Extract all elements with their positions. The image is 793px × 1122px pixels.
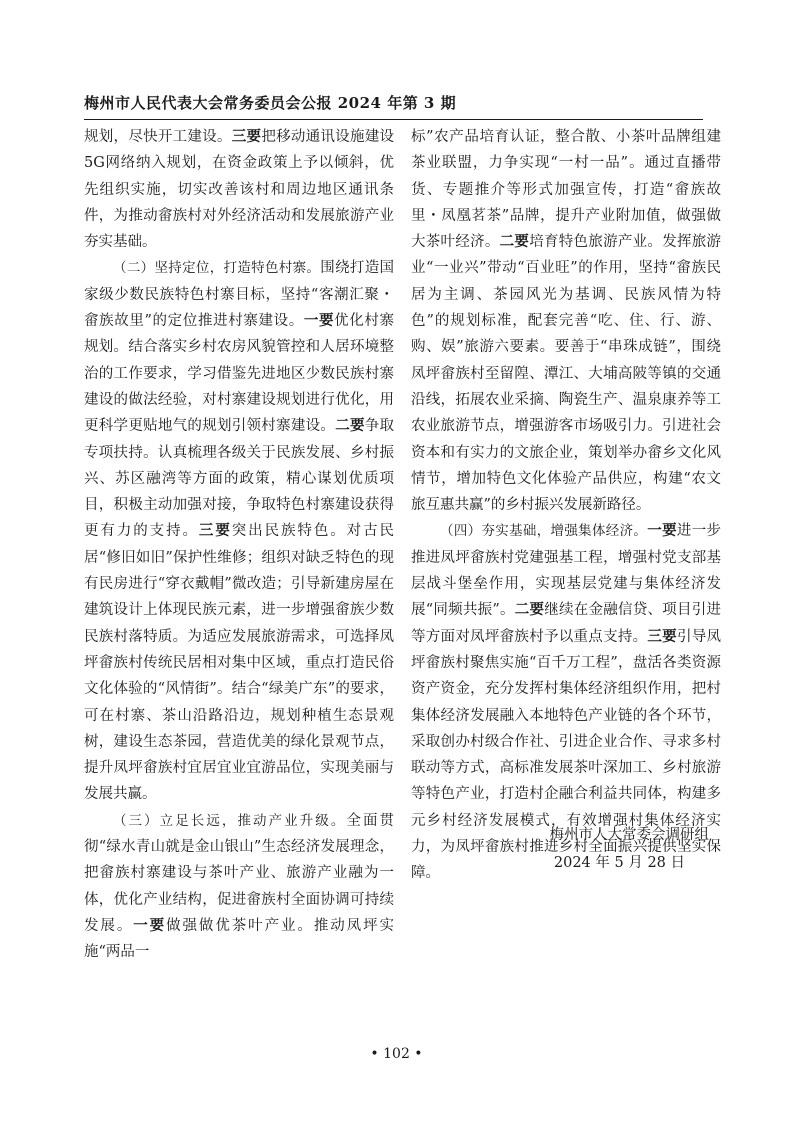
paragraph — [84, 124, 394, 255]
page-header — [84, 92, 703, 120]
bold-run: 二要 — [499, 233, 530, 251]
header-rule — [84, 119, 703, 120]
bold-run: 三要 — [647, 627, 677, 645]
text-run: 围绕打造国家级少数民族特色村寨目标，坚持“客潮汇聚・畲族故里”的定位推进村寨建设。 — [84, 260, 395, 330]
paragraph — [84, 808, 394, 966]
section-heading: （二）坚持定位，打造特色村寨。 — [113, 260, 321, 277]
text-run: 突出民族特色。对古民居“修旧如旧”保护性维修；组织对缺乏特色的现有民房进行“穿衣戴帽”微改造；引导新建房屋在建筑设计上体现民族元素，进一步增强畲族少数民族村落特质。为适应发展旅游需求，可选择凤坪畲族村传统民居相对集中区域，重点打造民俗文化体验的“风情街”。结合“绿美广东”的要求，可在村寨、茶山沿路沿边，规划种植生态景观树，建设生态茶园，营造优美的绿化景观节点，提升凤坪畲族村宜居宜业宜游品位，实现美丽与发展共赢。 — [84, 523, 395, 803]
text-run: 争取专项扶持。认真梳理各级关于民族发展、乡村振兴、苏区融湾等方面的政策，精心谋划优质项目，积极主动加强对接，争取特色村寨建设获得更有力的支持。 — [84, 418, 395, 540]
paragraph — [411, 124, 721, 518]
page-number: • 102 • — [370, 1046, 423, 1062]
section-heading: （四）夯实基础，增强集体经济。 — [440, 523, 648, 540]
bold-run: 二要 — [335, 417, 365, 435]
signature-date: 2024 年 5 月 28 日 — [553, 855, 685, 871]
text-run: 引导凤坪畲族村聚焦实施“百千万工程”，盘活各类资源资产资金，充分发挥村集体经济组织作用，把村集体经济发展融入本地特色产业链的各个环节，采取创办村级合作社、引进企业合作、寻求多村联动等方式，高标准发展茶叶深加工、乡村旅游等特色产业，打造村企融合利益共同体，构建多元乡村经济发展模式，有效增强村集体经济实力，为凤坪畲族村推进乡村全面振兴提供坚实保障。 — [411, 628, 722, 882]
bold-run: 三要 — [198, 522, 232, 540]
text-run: 全面贯彻“绿水青山就是金山银山”生态经济发展理念，把畲族村寨建设与茶叶产业、旅游产业融为一体，优化产业结构，促进畲族村全面协调可持续发展。 — [84, 812, 395, 934]
text-run: 优化村寨规划。结合落实乡村农房风貌管控和人居环境整治的工作要求，学习借鉴先进地区少数民族村寨建设的做法经验，对村寨建设规划进行优化，用更科学更贴地气的规划引领村寨建设。 — [84, 313, 395, 435]
section-heading: （三）立足长远，推动产业升级。 — [113, 812, 347, 829]
text-run: 继续在金融信贷、项目引进等方面对凤坪畲族村予以重点支持。 — [411, 602, 722, 645]
signature-organization: 梅州市人大常委会调研组 — [549, 827, 709, 843]
paragraph — [84, 255, 394, 807]
right-column — [411, 124, 721, 887]
bold-run: 二要 — [514, 601, 545, 619]
text-run: 做强做优茶叶产业。推动凤坪实施“两品一 — [84, 917, 395, 961]
text-run: 把移动通讯设施建设5G网络纳入规划，在资金政策上予以倾斜，优先组织实施，切实改善该村和周边地区通讯条件，为推动畲族村对外经济活动和发展旅游产业夯实基础。 — [84, 129, 395, 251]
bold-run: 三要 — [231, 128, 262, 145]
text-run: 标”农产品培育认证，整合散、小茶叶品牌组建茶业联盟，力争实现“一村一品”。通过直播带货、专题推介等形式加强宣传，打造“畲族故里・凤凰茗茶”品牌，提升产业附加值，做强做大茶叶经济。 — [411, 129, 721, 251]
text-run: 培育特色旅游产业。发挥旅游业“一业兴”带动“百业旺”的作用，坚持“畲族民居为主调、茶园风光为基调、民族风情为特色”的规划标准，配套完善“吃、住、行、游、购、娱”旅游六要素。要善于“串珠成链”，围绕凤坪畲族村至留隍、潭江、大埔高陂等镇的交通沿线，拓展农业采摘、陶瓷生产、温泉康养等工农业旅游节点，增强游客市场吸引力。引进社会资本和有实力的文旅企业，策划举办畲乡文化风情节，增加特色文化体验产品供应，构建“农文旅互惠共赢”的乡村振兴发展新路径。 — [411, 234, 722, 514]
text-run: 规划，尽快开工建设。 — [84, 129, 232, 145]
bold-run: 一要 — [133, 916, 167, 934]
header-title: 梅州市人民代表大会常务委员会公报 2024 年第 3 期 — [84, 94, 457, 112]
left-column — [84, 124, 394, 966]
text-run: 进一步推进凤坪畲族村党建强基工程，增强村党支部基层战斗堡垒作用，实现基层党建与集体经济发展“同频共振”。 — [411, 523, 722, 619]
bold-run: 一要 — [303, 312, 335, 330]
bold-run: 一要 — [647, 522, 677, 540]
